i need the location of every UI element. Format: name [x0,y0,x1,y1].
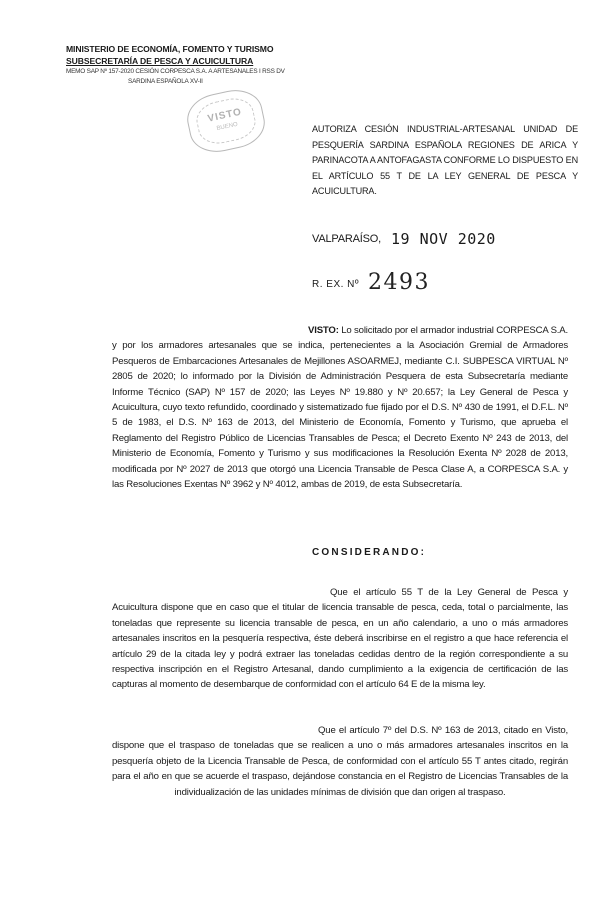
visto-keyword: VISTO: [308,325,339,336]
considerando-text: Que el artículo 7º del D.S. Nº 163 de 2013, citado en Visto, dispone que el traspaso de toneladas que se realicen a uno o más armadores artesanales inscritos en la pesquería objeto de la Licencia Transable de Pesca, de conformidad con el artículo 55 T antes citado, regirán para el año en que se acuerde el traspaso, dejándose constancia en el Registro de Licencias Transables de la individualización de las unidades mínimas de división que dan origen al traspaso. [112,725,568,798]
memo-reference: MEMO SAP Nº 157-2020 CESIÓN CORPESCA S.A. A ARTESANALES I RSS DV [66,68,285,75]
memo-reference-cont: SARDINA ESPAÑOLA XV-II [128,78,203,85]
resolution-date: 19 NOV 2020 [391,230,496,248]
stamp-subtext: BUENO [216,121,239,133]
rex-number: 2493 [368,270,430,295]
letterhead [66,44,326,87]
visto-bueno-stamp [183,85,269,158]
considerando-text: Que el artículo 55 T de la Ley General de Pesca y Acuicultura dispone que en caso que el titular de licencia transable de pesca, ceda, total o parcialmente, las toneladas que represente su licencia transable de pesca, en un año calendario, a uno o más armadores artesanales inscritos en la pesquería respectiva, éste deberá inscribirse en el registro a que hace referencia el artículo 29 de la citada ley y podrá extraer las toneladas cedidas dentro de la región correspondiente a su respectiva inscripción en el Registro Artesanal, dando cumplimiento a la exigencia de certificación de las capturas al momento de desembarque de conformidad con el artículo 64 E de la misma ley. [112,587,568,691]
undersecretariat-name: SUBSECRETARÍA DE PESCA Y ACUICULTURA [66,55,254,66]
visto-text: Lo solicitado por el armador industrial CORPESCA S.A. y por los armadores artesanales que se indica, pertenecientes a la Asociación Gremial de Armadores Pesqueros de Embarcaciones Artesanales de Mejillones ASOARMEJ, mediante C.I. SUBPESCA VIRTUAL Nº 2805 de 2020; lo informado por la División de Administración Pesquera de esta Subsecretaría mediante Informe Técnico (SAP) Nº 157 de 2020; las Leyes Nº 19.880 y Nº 20.657; la Ley General de Pesca y Acuicultura, cuyo texto refundido, coordinado y sistematizado fue fijado por el D.S. Nº 430 de 1991, el D.F.L. Nº 5 de 1983, el D.S. Nº 163 de 2013, del Ministerio de Economía, Fomento y Turismo, que aprueba el Reglamento del Registro Público de Licencias Transables de Pesca; el Decreto Exento Nº 243 de 2013, del Ministerio de Economía, Fomento y Turismo y sus modificaciones la Resolución Exenta Nº 2028 de 2013, modificada por Nº 2027 de 2013 que otorgó una Licencia Transable de Pesca Clase A, a CORPESCA S.A. y las Resoluciones Exentas Nº 3962 y Nº 4012, ambas de 2019, de esta Subsecretaría. [112,325,568,491]
stamp-text: VISTO [206,106,244,125]
resolution-subject: AUTORIZA CESIÓN INDUSTRIAL-ARTESANAL UNIDAD DE PESQUERÍA SARDINA ESPAÑOLA REGIONES DE ARICA Y PARINACOTA A ANTOFAGASTA CONFORME LO DISPUESTO EN EL ARTÍCULO 55 T DE LA LEY GENERAL DE PESCA Y ACUICULTURA. [312,124,578,196]
considerando-heading: CONSIDERANDO: [312,547,427,558]
place-label: VALPARAÍSO, [312,233,381,245]
considerando-paragraph-2 [112,723,568,800]
visto-paragraph [112,323,568,492]
ministry-name: MINISTERIO DE ECONOMÍA, FOMENTO Y TURISMO [66,44,274,54]
rex-label: R. EX. Nº [312,279,360,290]
considerando-paragraph-1 [112,585,568,693]
